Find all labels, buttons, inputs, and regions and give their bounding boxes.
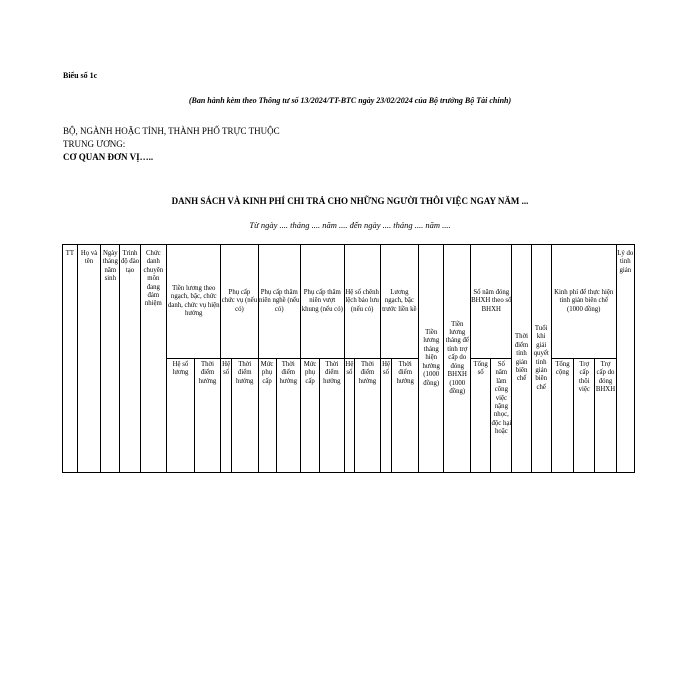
- sub-coefficient: Hệ số: [221, 359, 232, 473]
- form-code: Biểu số 1c: [63, 71, 98, 80]
- sub-hazardous-years: Số năm làm công việc nặng nhọc, độc hại hoặc: [491, 359, 512, 473]
- sub-effective-time: Thời điểm hưởng: [231, 359, 258, 473]
- sub-rate: Mức phụ cấp: [301, 359, 320, 473]
- legal-basis: (Ban hành kèm theo Thông tư số 13/2024/TT-BTC ngày 23/02/2024 của Bộ trưởng Bộ Tài chính): [188, 96, 512, 105]
- col-over-seniority-allowance: Phụ cấp thâm niên vượt khung (nếu có): [301, 245, 345, 359]
- col-reason: Lý do tinh giản: [616, 245, 634, 473]
- col-retirement-time: Thời điểm tính giản biên chế: [512, 245, 531, 473]
- col-education: Trình độ đào tạo: [120, 245, 140, 473]
- sub-coefficient: Hệ số: [344, 359, 355, 473]
- sub-severance: Trợ cấp thôi việc: [574, 359, 595, 473]
- col-retirement-age: Tuổi khi giải quyết tinh giản biên chế: [531, 245, 551, 473]
- col-budget: Kinh phí để thực hiện tinh giản biên chế (1000 đồng): [551, 245, 616, 359]
- col-insurance-salary: Tiền lương tháng để tính trợ cấp do đóng BHXH (1000 đồng): [444, 245, 471, 473]
- sub-effective-time: Thời điểm hưởng: [355, 359, 381, 473]
- date-range: Từ ngày .... tháng .... năm .... đến ngày .... tháng .... năm ....: [249, 220, 451, 230]
- col-tt: TT: [63, 245, 78, 473]
- unit-line: CƠ QUAN ĐƠN VỊ…..: [63, 152, 154, 162]
- col-seniority-allowance: Phụ cấp thâm niên nghề (nếu có): [258, 245, 301, 359]
- col-contract-salary: Lương ngạch, bậc trước liền kề: [380, 245, 418, 359]
- sub-total: Tổng số: [471, 359, 491, 473]
- col-salary-grade: Tiền lương theo ngạch, bậc, chức danh, chức vụ hiện hưởng: [167, 245, 221, 359]
- ministry-line-2: TRUNG ƯƠNG:: [63, 139, 126, 149]
- sub-rate: Mức phụ cấp: [258, 359, 276, 473]
- col-insurance-years: Số năm đóng BHXH theo sổ BHXH: [471, 245, 512, 359]
- col-reserved-difference: Hệ số chênh lệch bảo lưu (nếu có): [344, 245, 380, 359]
- sub-coefficient: Hệ số lương: [167, 359, 195, 473]
- document-title: DANH SÁCH VÀ KINH PHÍ CHI TRẢ CHO NHỮNG NGƯỜI THÔI VIỆC NGAY NĂM ...: [171, 196, 529, 206]
- ministry-line-1: BỘ, NGÀNH HOẶC TỈNH, THÀNH PHỐ TRỰC THUỘC: [63, 126, 280, 136]
- col-monthly-salary: Tiền lương tháng hiện hưởng (1000 đồng): [418, 245, 444, 473]
- sub-bhxh: Trợ cấp do đóng BHXH: [595, 359, 616, 473]
- col-full-name: Họ và tên: [77, 245, 100, 473]
- sub-coefficient: Hệ số: [380, 359, 392, 473]
- agency-block: [63, 125, 280, 164]
- col-professional-title: Chức danh chuyên môn đang đảm nhiệm: [140, 245, 167, 473]
- col-position-allowance: Phụ cấp chức vụ (nếu có): [221, 245, 258, 359]
- sub-effective-time: Thời điểm hưởng: [194, 359, 221, 473]
- sub-effective-time: Thời điểm hưởng: [392, 359, 419, 473]
- sub-total: Tổng cộng: [551, 359, 573, 473]
- col-birth-date: Ngày tháng năm sinh: [101, 245, 120, 473]
- payment-table: [62, 244, 635, 473]
- sub-effective-time: Thời điểm hưởng: [276, 359, 300, 473]
- sub-effective-time: Thời điểm hưởng: [320, 359, 344, 473]
